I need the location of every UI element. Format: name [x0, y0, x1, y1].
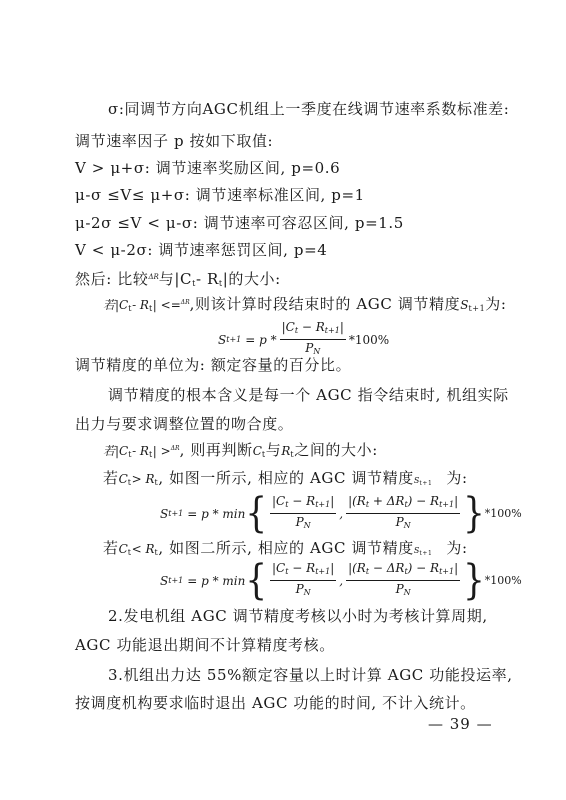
line-penalty-interval: V < μ-2σ: 调节速率惩罚区间, p=4 [75, 241, 328, 259]
line-reward-interval: V > μ+σ: 调节速率奖励区间, p=0.6 [75, 159, 341, 177]
line-rate-factor-intro: 调节速率因子 p 按如下取值: [75, 132, 274, 150]
line-meaning-1: 调节精度的根本含义是每一个 AGC 指令结束时, 机组实际 [108, 386, 509, 404]
line-item-3b: 按调度机构要求临时退出 AGC 功能的时间, 不计入统计。 [75, 694, 476, 712]
page-number: — 39 — [428, 715, 493, 733]
line-item-2b: AGC 功能退出期间不计算精度考核。 [75, 636, 335, 654]
line-item-2a: 2.发电机组 AGC 调节精度考核以小时为考核计算周期, [108, 607, 488, 625]
line-item-3a: 3.机组出力达 55%额定容量以上时计算 AGC 功能投运率, [108, 666, 513, 684]
formula-accuracy-case1: S t+1 = p * min { $\frac{|Ct - Rt+1|}{PN}$ , $\frac{\text{|(Rt + ΔRt) − Rt+1|}}{PN}$ } *100% [160, 489, 522, 538]
line-case-ct-lt-rt: 若Ct< Rt, 如图二所示, 相应的 AGC 调节精度St+1 为: [103, 539, 468, 557]
formula-accuracy-basic: S t+1 = p * $\frac{|Ct - Rt+1|}{PN}$ *100% [218, 320, 389, 359]
line-standard-interval: μ-σ ≤V≤ μ+σ: 调节速率标准区间, p=1 [75, 186, 365, 204]
line-condition-gt: 若|Ct- Rt| >$^{\Delta R}$, 则再判断Ct与Rt之间的大小: [103, 441, 378, 459]
line-unit: 调节精度的单位为: 额定容量的百分比。 [75, 356, 352, 374]
line-case-ct-gt-rt: 若Ct> Rt, 如图一所示, 相应的 AGC 调节精度St+1 为: [103, 469, 468, 487]
fraction: $\frac{|Ct - Rt+1|}{PN}$ [281, 320, 344, 356]
line-compare: 然后: 比较$^{\Delta R}$与|Ct- Rt|的大小: [75, 270, 281, 288]
line-condition-le: 若|Ct- Rt| <=$^{\Delta R}$,则该计算时段结束时的 AGC 调节精度St+1为: [103, 295, 507, 313]
line-tolerable-interval: μ-2σ ≤V < μ-σ: 调节速率可容忍区间, p=1.5 [75, 214, 404, 232]
formula-accuracy-case2: S t+1 = p * min { $\frac{|Ct - Rt+1|}{PN}$ , $\frac{\text{|(Rt − ΔRt) − Rt+1|}}{PN}$ } *100% [160, 556, 522, 605]
line-sigma-definition: σ:同调节方向AGC机组上一季度在线调节速率系数标准差: [108, 100, 510, 118]
line-meaning-2: 出力与要求调整位置的吻合度。 [75, 415, 294, 433]
